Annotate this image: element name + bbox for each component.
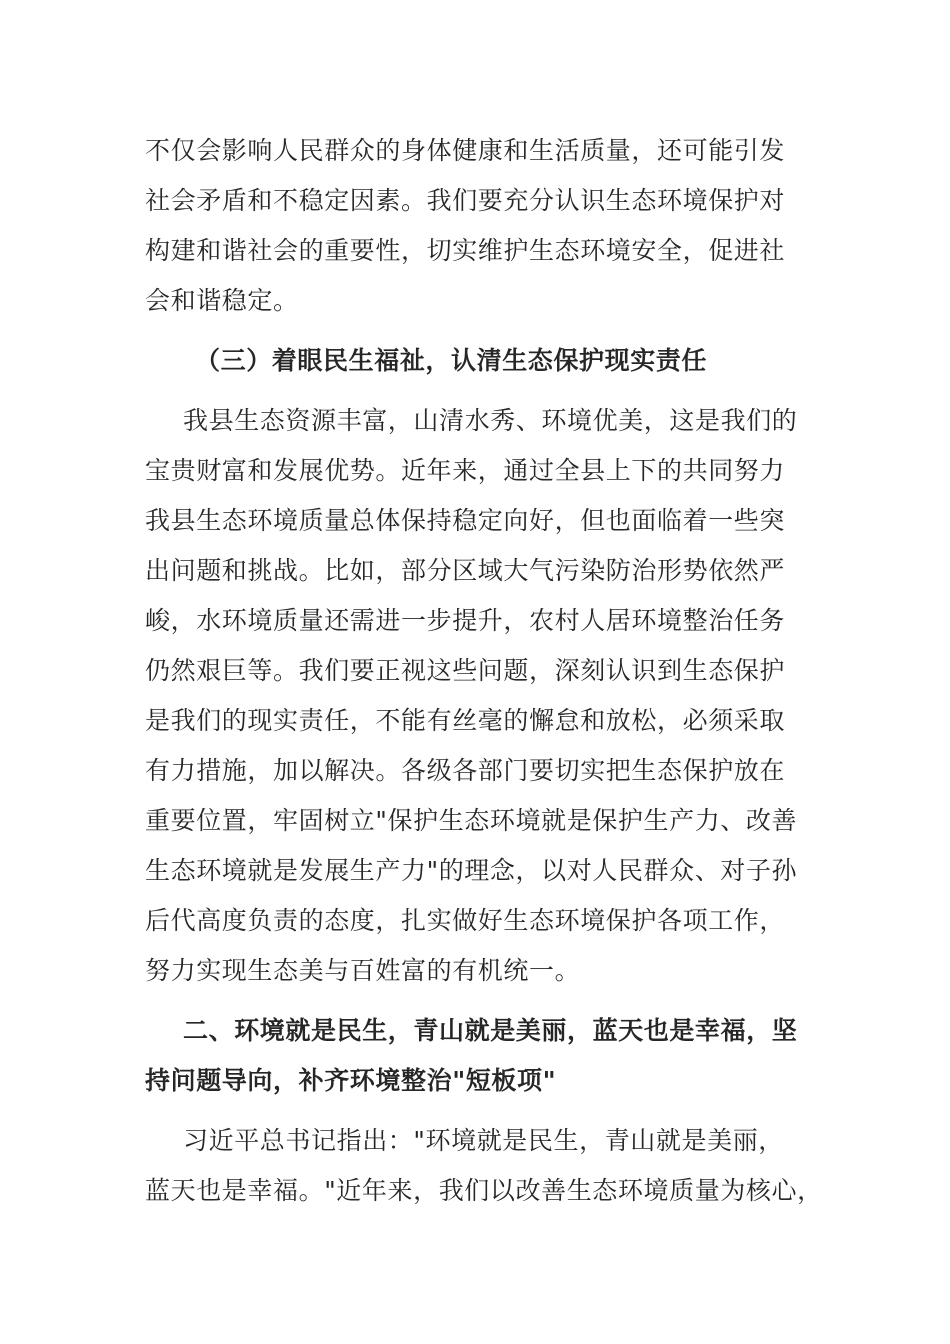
text-line: 有力措施，加以解决。各级各部门要切实把生态保护放在 [145, 756, 786, 785]
text-line: 是我们的现实责任，不能有丝毫的懈怠和放松，必须采取 [145, 706, 786, 735]
text-line: 社会矛盾和不稳定因素。我们要充分认识生态环境保护对 [145, 186, 786, 215]
text-line: 构建和谐社会的重要性，切实维护生态环境安全，促进社 [145, 236, 786, 265]
text-line: 宝贵财富和发展优势。近年来，通过全县上下的共同努力 [145, 456, 786, 485]
text-line: 我县生态环境质量总体保持稳定向好，但也面临着一些突 [145, 506, 786, 535]
paragraph-quote [145, 1116, 823, 1216]
text-line: 蓝天也是幸福。"近年来，我们以改善生态环境质量为核心， [145, 1176, 823, 1205]
heading-line: 二、环境就是民生，青山就是美丽，蓝天也是幸福，坚 [183, 1016, 798, 1045]
text-line: 生态环境就是发展生产力"的理念，以对人民群众、对子孙 [145, 856, 798, 885]
text-line: 后代高度负责的态度，扎实做好生态环境保护各项工作， [145, 906, 786, 935]
text-line: 峻，水环境质量还需进一步提升，农村人居环境整治任务 [145, 606, 786, 635]
paragraph-responsibility [145, 396, 815, 996]
text-line: 我县生态资源丰富，山清水秀、环境优美，这是我们的 [183, 406, 798, 435]
text-line: 努力实现生态美与百姓富的有机统一。 [145, 956, 581, 985]
heading-line: 持问题导向，补齐环境整治"短板项" [145, 1066, 557, 1095]
text-line: 仍然艰巨等。我们要正视这些问题，深刻认识到生态保护 [145, 656, 786, 685]
text-line: 会和谐稳定。 [145, 286, 299, 315]
text-line: 重要位置，牢固树立"保护生态环境就是保护生产力、改善 [145, 806, 798, 835]
text-line: 习近平总书记指出："环境就是民生，青山就是美丽， [183, 1126, 784, 1155]
paragraph-continuation [145, 126, 815, 326]
section-heading-3: （三）着眼民生福祉，认清生态保护现实责任 [195, 346, 708, 375]
section-heading-2 [145, 1006, 815, 1106]
document-body [145, 126, 823, 1216]
text-line: 出问题和挑战。比如，部分区域大气污染防治形势依然严 [145, 556, 786, 585]
text-line: 不仅会影响人民群众的身体健康和生活质量，还可能引发 [145, 136, 786, 165]
